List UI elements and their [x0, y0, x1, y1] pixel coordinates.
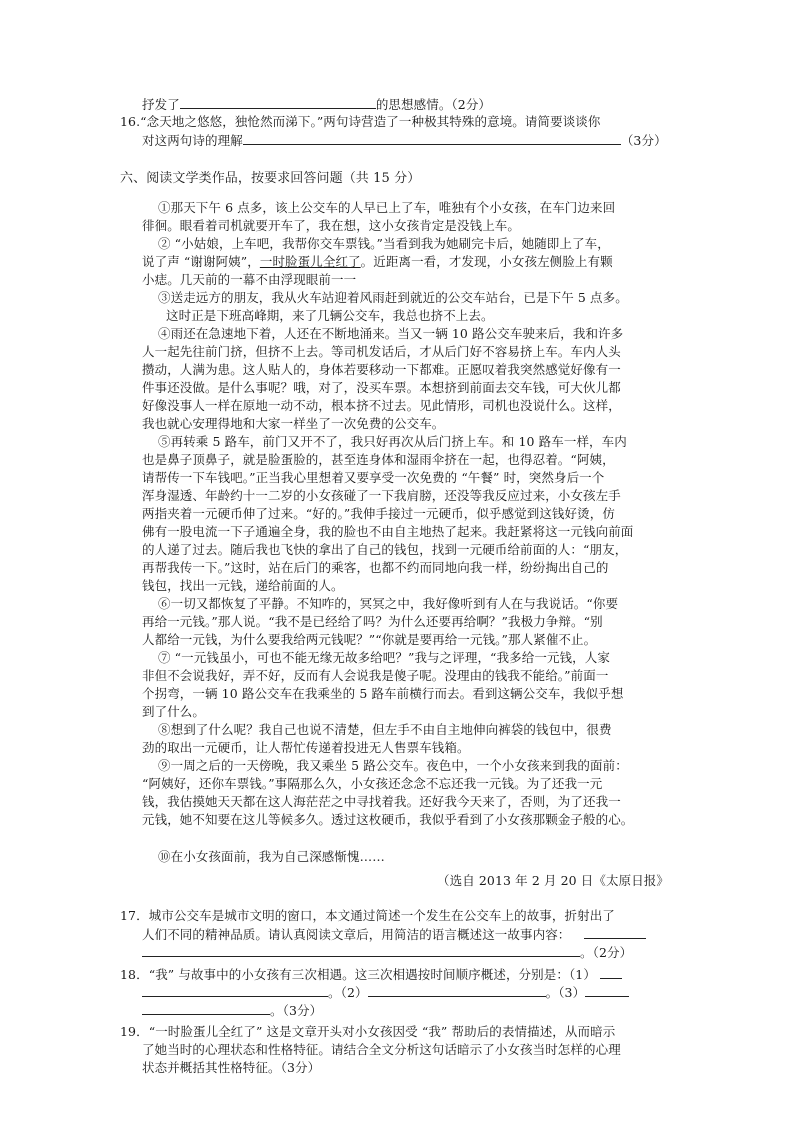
passage-line: ⑨一周之后的一天傍晚，我又乘坐 5 路公交车。夜色中，一个小女孩来到我的面前： — [158, 758, 628, 773]
answer-blank[interactable] — [142, 1001, 270, 1015]
passage-line: ⑧想到了什么呢？我自己也说不清楚，但左手不由自主地伸向裤袋的钱包中，很费 — [158, 722, 612, 737]
question-18-line2: 。（2） 。（3） — [142, 983, 629, 1002]
passage-line: 我也就心安理得地和大家一样坐了一次免费的公交车。 — [142, 416, 445, 431]
passage-line: 到了什么。 — [142, 704, 206, 719]
passage-line: 件事还没做。是什么事呢？哦，对了，没买车票。本想挤到前面去交车钱，可大伙儿都 — [142, 380, 621, 395]
question-18-line1: 18．“我” 与故事中的小女孩有三次相遇。这三次相遇按时间顺序概述，分别是：（1） — [120, 965, 622, 984]
passage-line: ③送走远方的朋友，我从火车站迎着风雨赶到就近的公交车站台，已是下午 5 点多。 — [158, 290, 628, 305]
passage-source: （选自 2013 年 2 月 20 日《太原日报》 — [437, 873, 670, 888]
passage-line: 徘徊。眼看着司机就要开车了，我在想，这小女孩肯定是没钱上车。 — [142, 218, 521, 233]
passage-line: 的人递了过去。随后我也飞快的拿出了自己的钱包，找到一元硬币给前面的人：“朋友， — [142, 542, 628, 557]
answer-blank[interactable] — [368, 983, 546, 997]
answer-blank[interactable] — [243, 131, 621, 145]
passage-line: ⑤再转乘 5 路车，前门又开不了，我只好再次从后门挤上车。和 10 路车一样，车内 — [158, 434, 627, 449]
answer-blank[interactable] — [584, 925, 646, 939]
passage-line: 人一起先往前门挤，但挤不上去。等司机发话后，才从后门好不容易挤上车。车内人头 — [142, 344, 621, 359]
section-6-heading: 六、阅读文学类作品，按要求回答问题（共 15 分） — [120, 171, 421, 186]
answer-blank[interactable] — [585, 983, 629, 997]
question-16-line1: 16.“念天地之悠悠，独怆然而涕下。”两句诗营造了一种极其特殊的意境。请简要谈谈你 — [120, 114, 601, 129]
question-19-line1: 19．“一时脸蛋儿全红了” 这是文章开头对小女孩因受 “我” 帮助后的表情描述，从而暗示 — [120, 1024, 616, 1039]
question-17-line3: 。（2分） — [142, 943, 632, 962]
passage-line: 非但不会说我好，弄不好，反而有人会说我是傻子呢。没理由的钱我不能给。”前面一 — [142, 668, 609, 683]
passage-line: 两指夹着一元硬币伸了过来。“好的。”我伸手接过一元硬币，似乎感觉到这钱好烫，仿 — [142, 506, 615, 521]
passage-line: 劲的取出一元硬币，让人帮忙传递着投进无人售票车钱箱。 — [142, 740, 470, 755]
answer-blank[interactable] — [600, 965, 622, 979]
passage-line: 人都给一元钱，为什么要我给两元钱呢？”“你就是要再给一元钱。”那人紧催不止。 — [142, 632, 597, 647]
question-19-line3: 状态并概括其性格特征。（3分） — [142, 1060, 321, 1075]
passage-line: ⑩在小女孩面前，我为自己深感惭愧…… — [158, 849, 385, 864]
passage-line: 也是鼻子顶鼻子，就是脸蛋脸的，甚至连身体和湿雨伞挤在一起，也得忍着。“阿姨， — [142, 452, 615, 467]
answer-blank[interactable] — [142, 943, 580, 957]
passage-line: 个拐弯，一辆 10 路公交车在我乘坐的 5 路车前横行而去。看到这辆公交车，我似乎想 — [142, 686, 624, 701]
answer-blank[interactable] — [142, 983, 328, 997]
question-16-line2: 对这两句诗的理解 （3分） — [142, 133, 667, 148]
question-19-line2: 了她当时的心理状态和性格特征。请结合全文分析这句话暗示了小女孩当时怎样的心理 — [142, 1042, 621, 1057]
passage-line: 再帮我传一下。”这时，站在后门的乘客，也都不约而同地向我一样，纷纷掏出自己的 — [142, 560, 609, 575]
underlined-phrase: 一时脸蛋儿全红了 — [259, 254, 361, 269]
passage-line: 攒动，人满为患。这人贴人的，身体若要移动一下都难。正愿叹着我突然感觉好像有一 — [142, 362, 621, 377]
question-17-line1: 17．城市公交车是城市文明的窗口，本文通过简述一个发生在公交车上的故事，折射出了 — [120, 908, 615, 923]
passage-line: ①那天下午 6 点多，该上公交车的人早已上了车，唯独有个小女孩，在车门边来回 — [158, 200, 616, 215]
passage-line: “阿姨好，还你车票钱。”事隔那么久，小女孩还念念不忘还我一元钱。为了还我一元 — [142, 776, 603, 791]
passage-line: 佛有一股电流一下子通遍全身，我的脸也不由自主地热了起来。我赶紧将这一元钱向前面 — [142, 524, 634, 539]
passage-line: 浑身湿透、年龄约十一二岁的小女孩碰了一下我肩膀，还没等我反应过来，小女孩左手 — [142, 488, 621, 503]
question-18-line3: 。（3分） — [142, 1001, 322, 1020]
answer-blank[interactable] — [180, 95, 376, 109]
passage-line: ② “小姑娘，上车吧，我帮你交车票钱。”当看到我为她刷完卡后，她随即上了车， — [158, 236, 610, 251]
passage-line: 元钱，她不知要在这儿等候多久。透过这枚硬币，我似乎看到了小女孩那颗金子般的心。 — [142, 812, 634, 827]
passage-line: 钱，我估摸她天天都在这人海茫茫之中寻找着我。还好我今天来了，否则，为了还我一 — [142, 794, 621, 809]
passage-line: 钱包，找出一元钱，递给前面的人。 — [142, 578, 344, 593]
question-17-line2: 人们不同的精神品质。请认真阅读文章后，用简洁的语言概述这一故事内容： — [142, 925, 646, 944]
passage-line: 小痣。几天前的一幕不由浮现眼前一一 — [142, 272, 357, 287]
passage-line: 好像没事人一样在原地一动不动，根本挤不过去。见此情形，司机也没说什么。这样， — [142, 398, 621, 413]
q15-answer-line: 抒发了 的思想感情。（2分） — [142, 97, 492, 112]
passage-line: ⑦ “一元钱虽小，可也不能无缘无故多给吧？”我与之评理，“我多给一元钱，人家 — [158, 650, 610, 665]
passage-line: 再给一元钱。”那人说。“我不是已经给了吗？为什么还要再给啊？”我极力争辩。“别 — [142, 614, 603, 629]
passage-line: ⑥一切又都恢复了平静。不知咋的，冥冥之中，我好像听到有人在与我说话。“你要 — [158, 596, 619, 611]
passage-line: 这时正是下班高峰期，来了几辆公交车，我总也挤不上去。 — [166, 308, 494, 323]
passage-line: 请帮传一下车钱吧。”正当我心里想着又要享受一次免费的 “午餐” 时，突然身后一个 — [142, 470, 605, 485]
passage-line: 说了声 “谢谢阿姨”，一时脸蛋儿全红了。近距离一看，才发现，小女孩左侧脸上有颗 — [142, 254, 613, 269]
passage-line: ④雨还在急速地下着，人还在不断地涌来。当又一辆 10 路公交车驶来后，我和许多 — [158, 326, 624, 341]
